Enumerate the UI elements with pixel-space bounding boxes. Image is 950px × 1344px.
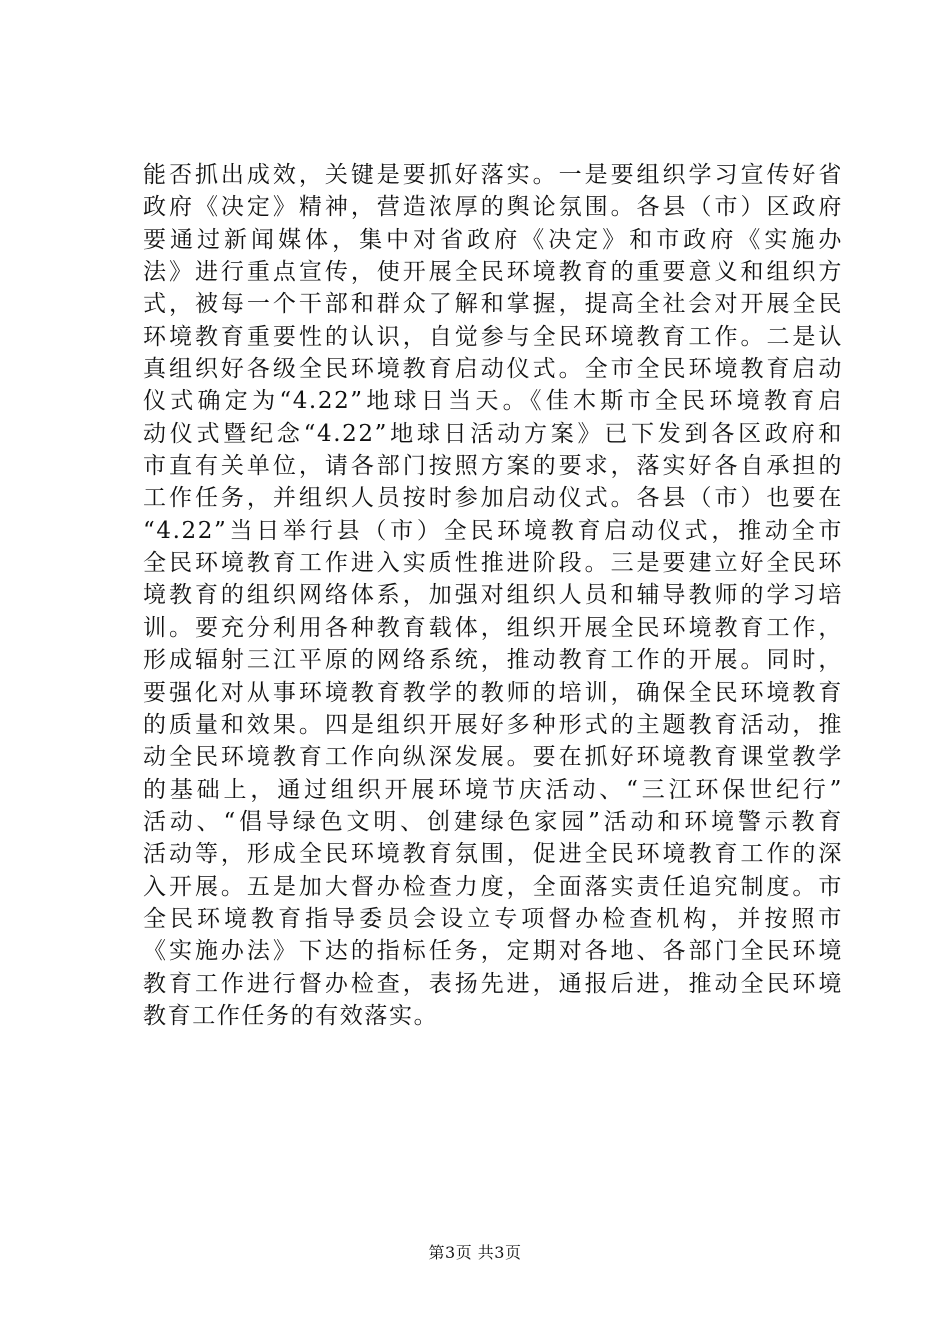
text-line: 的基础上，通过组织开展环境节庆活动、“三江环保世纪行”	[143, 776, 843, 803]
text-line: 法》进行重点宣传，使开展全民环境教育的重要意义和组织方	[143, 259, 843, 286]
text-line: 真组织好各级全民环境教育启动仪式。全市全民环境教育启动	[143, 356, 843, 383]
text-line: 的质量和效果。四是组织开展好多种形式的主题教育活动，推	[143, 711, 843, 738]
text-line: 形成辐射三江平原的网络系统，推动教育工作的开展。同时，	[143, 647, 843, 674]
text-line: “4.22”当日举行县（市）全民环境教育启动仪式，推动全市	[143, 517, 843, 544]
text-line: 教育工作任务的有效落实。	[143, 1002, 439, 1029]
text-line: 仪式确定为“4.22”地球日当天。《佳木斯市全民环境教育启	[143, 388, 843, 415]
body-paragraph	[143, 159, 843, 1032]
text-line: 政府《决定》精神，营造浓厚的舆论氛围。各县（市）区政府	[143, 194, 843, 221]
text-line: 环境教育重要性的认识，自觉参与全民环境教育工作。二是认	[143, 323, 843, 350]
text-line: 能否抓出成效，关键是要抓好落实。一是要组织学习宣传好省	[143, 162, 843, 188]
text-line: 入开展。五是加大督办检查力度，全面落实责任追究制度。市	[143, 873, 843, 900]
text-line: 要强化对从事环境教育教学的教师的培训，确保全民环境教育	[143, 679, 843, 706]
text-line: 活动等，形成全民环境教育氛围，促进全民环境教育工作的深	[143, 841, 843, 868]
text-line: 活动、“倡导绿色文明、创建绿色家园”活动和环境警示教育	[143, 808, 843, 835]
text-line: 要通过新闻媒体，集中对省政府《决定》和市政府《实施办	[143, 226, 843, 253]
text-line: 《实施办法》下达的指标任务，定期对各地、各部门全民环境	[143, 938, 843, 965]
text-line: 全民环境教育工作进入实质性推进阶段。三是要建立好全民环	[143, 550, 843, 577]
text-line: 训。要充分利用各种教育载体，组织开展全民环境教育工作，	[143, 614, 843, 641]
text-line: 动仪式暨纪念“4.22”地球日活动方案》已下发到各区政府和	[143, 420, 843, 447]
page-number-footer: 第3页 共3页	[428, 1243, 522, 1262]
text-line: 全民环境教育指导委员会设立专项督办检查机构，并按照市	[143, 905, 843, 932]
text-line: 动全民环境教育工作向纵深发展。要在抓好环境教育课堂教学	[143, 744, 843, 771]
text-line: 式，被每一个干部和群众了解和掌握，提高全社会对开展全民	[143, 291, 843, 318]
text-line: 工作任务，并组织人员按时参加启动仪式。各县（市）也要在	[143, 485, 843, 512]
text-line: 教育工作进行督办检查，表扬先进，通报后进，推动全民环境	[143, 970, 843, 997]
text-line: 境教育的组织网络体系，加强对组织人员和辅导教师的学习培	[143, 582, 843, 609]
text-line: 市直有关单位，请各部门按照方案的要求，落实好各自承担的	[143, 453, 843, 480]
